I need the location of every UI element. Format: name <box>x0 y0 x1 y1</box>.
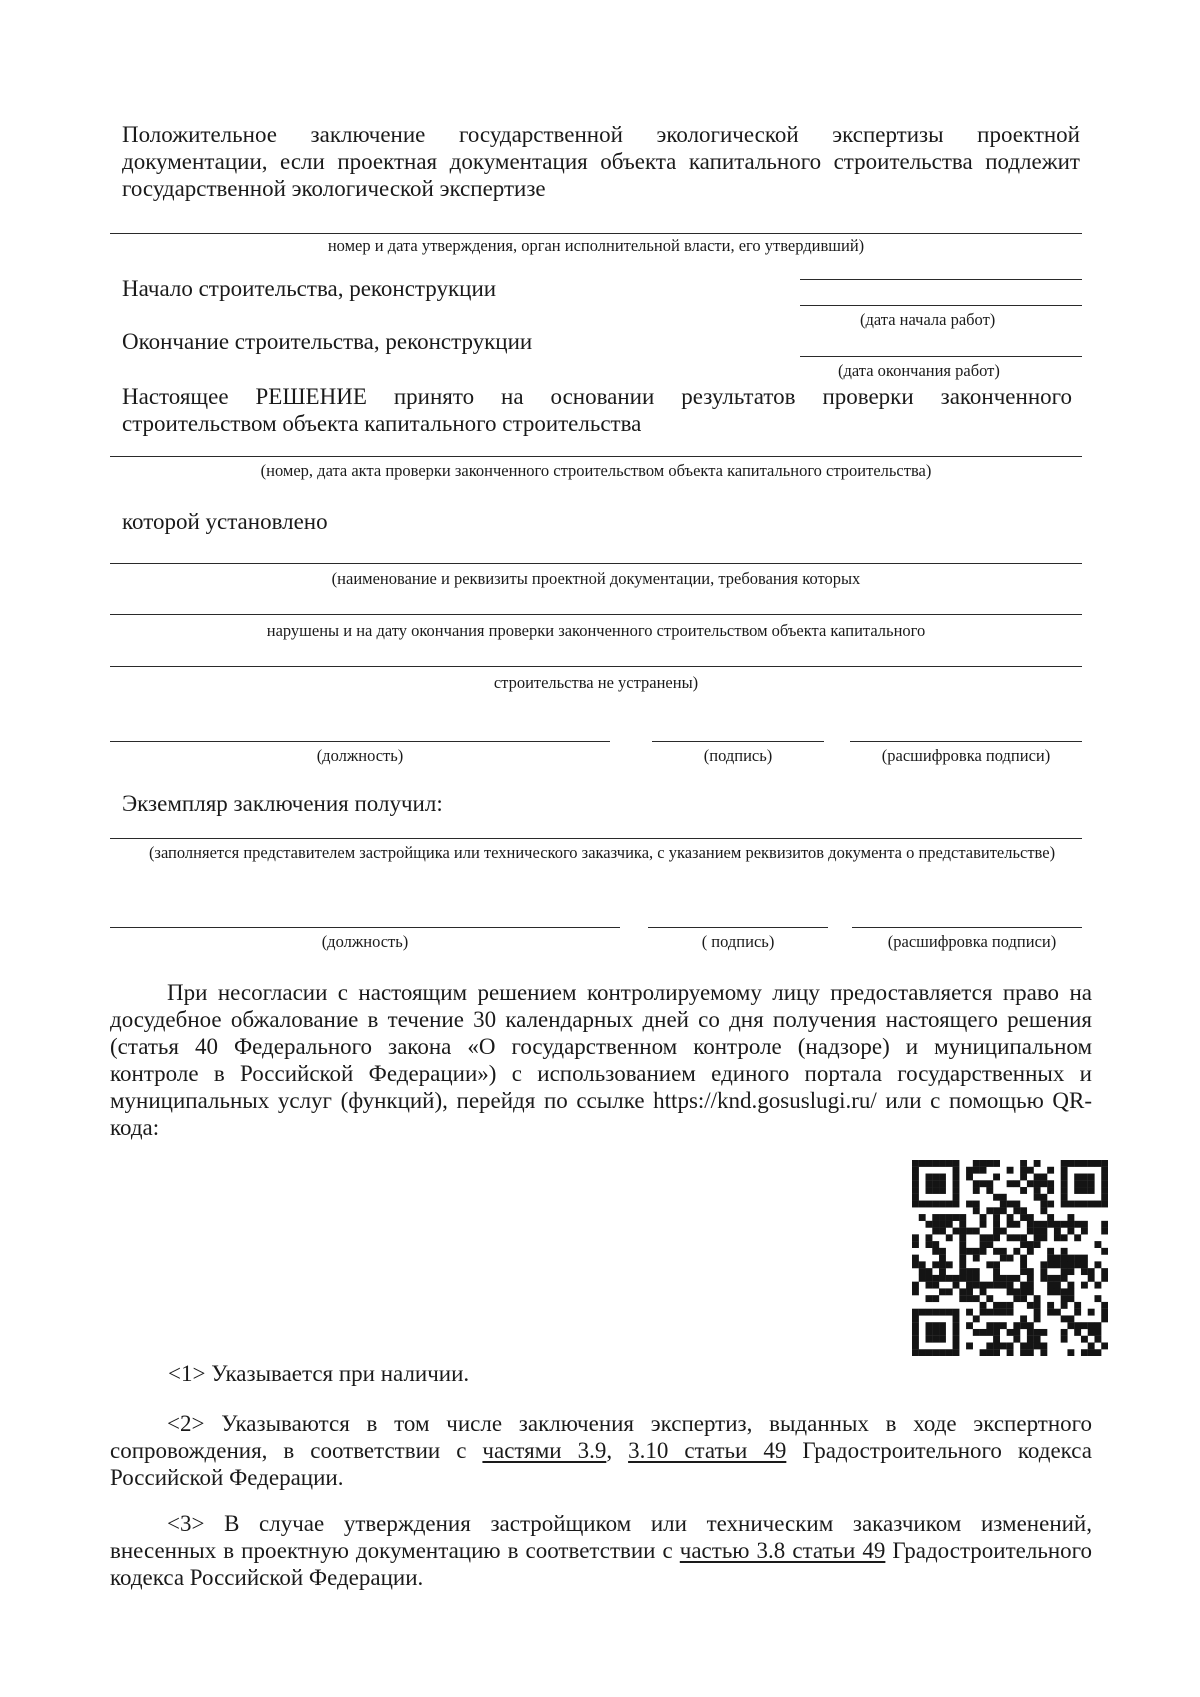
caption-doc-3: строительства не устранены) <box>493 673 699 692</box>
end-caption: (дата окончания работ) <box>838 361 1000 380</box>
signature-line-2[interactable] <box>648 927 828 928</box>
link-3-10-article-49[interactable]: 3.10 статьи 49 <box>628 1438 787 1463</box>
established-label: которой установлено <box>122 509 328 534</box>
end-label: Окончание строительства, реконструкции <box>122 329 533 354</box>
signature-caption-1: (подпись) <box>703 746 773 765</box>
decision-paragraph: Настоящее РЕШЕНИЕ принято на основании результатов проверки законченного строительством объекта капитального строительства <box>122 384 1072 436</box>
qr-code-icon[interactable] <box>912 1160 1108 1356</box>
decoding-line-2[interactable] <box>852 927 1082 928</box>
caption-doc-2: нарушены и на дату окончания проверки законченного строительством объекта капитального <box>266 621 926 640</box>
copy-received-label: Экземпляр заключения получил: <box>122 791 443 816</box>
position-line-2[interactable] <box>110 927 620 928</box>
representative-line[interactable] <box>110 838 1082 839</box>
footnote-3-text: <3> В случае утверждения застройщиком или техническим заказчиком изменений, внесенных в проектную документацию в соответствии с <box>110 1511 1092 1563</box>
start-caption: (дата начала работ) <box>860 310 996 329</box>
footnote-2 <box>110 1410 1092 1491</box>
end-line[interactable] <box>800 356 1082 357</box>
caption-act: (номер, дата акта проверки законченного строительством объекта капитального строительства) <box>260 461 932 480</box>
link-parts-3-9[interactable]: частями 3.9 <box>482 1438 607 1463</box>
doc-line-3[interactable] <box>110 666 1082 667</box>
signature-line-1[interactable] <box>652 741 824 742</box>
caption-representative: (заполняется представителем застройщика или технического заказчика, с указанием реквизитов документа о представительстве) <box>148 843 1056 862</box>
doc-line-2[interactable] <box>110 614 1082 615</box>
footnote-3-tail: Градостроительного кодекса Российской Федерации. <box>110 1538 1092 1590</box>
doc-line-1[interactable] <box>110 563 1082 564</box>
decoding-line-1[interactable] <box>850 741 1082 742</box>
caption-doc-1: (наименование и реквизиты проектной документации, требования которых <box>331 569 861 588</box>
footnote-1: <1> Указывается при наличии. <box>168 1361 470 1386</box>
start-line-1[interactable] <box>800 279 1082 280</box>
start-line-2[interactable] <box>800 305 1082 306</box>
decoding-caption-1: (расшифровка подписи) <box>881 746 1051 765</box>
position-caption-2: (должность) <box>321 932 409 951</box>
link-part-3-8-article-49[interactable]: частью 3.8 статьи 49 <box>679 1538 886 1563</box>
footnote-2-text: <2> Указываются в том числе заключения экспертиз, выданных в ходе экспертного сопровождения, в соответствии с <box>110 1411 1092 1463</box>
header-paragraph: Положительное заключение государственной экологической экспертизы проектной документации, если проектная документация объекта капитального строительства подлежит государственной экологической экспертизе <box>122 122 1080 201</box>
footnote-2-tail: Градостроительного кодекса Российской Федерации. <box>110 1438 1092 1490</box>
decoding-caption-2: (расшифровка подписи) <box>887 932 1057 951</box>
position-line-1[interactable] <box>110 741 610 742</box>
footnote-3 <box>110 1510 1092 1591</box>
act-line[interactable] <box>110 456 1082 457</box>
appeal-paragraph: При несогласии с настоящим решением контролируемому лицу предоставляется право на досудебное обжалование в течение 30 календарных дней со дня получения настоящего решения (статья 40 Федерального закона «О государственном контроле (надзоре) и муниципальном контроле в Российской Федерации») с использованием единого портала государственных и муниципальных услуг (функций), перейдя по ссылке https://knd.gosuslugi.ru/ или с помощью QR-кода: <box>110 980 1092 1140</box>
signature-caption-2: ( подпись) <box>701 932 775 951</box>
position-caption-1: (должность) <box>316 746 404 765</box>
caption-approval: номер и дата утверждения, орган исполнительной власти, его утвердивший) <box>327 236 865 255</box>
approval-line <box>110 233 1082 234</box>
start-label: Начало строительства, реконструкции <box>122 276 497 301</box>
footnote-2-sep: , <box>606 1438 629 1463</box>
